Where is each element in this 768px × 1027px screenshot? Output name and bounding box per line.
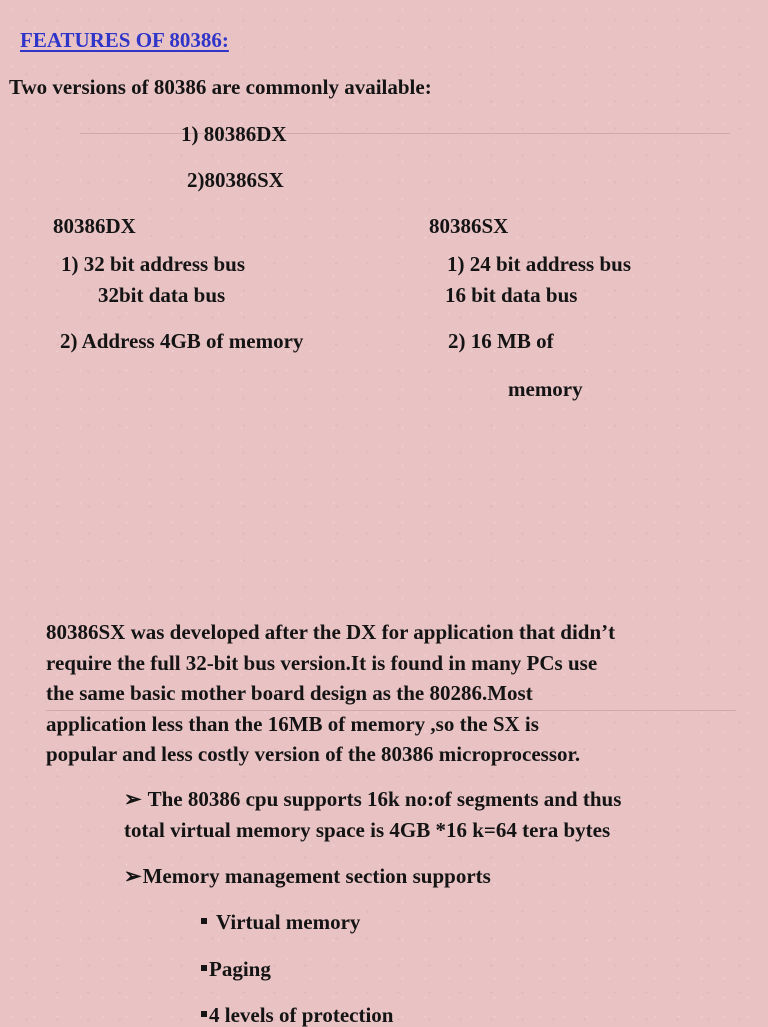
dx-item2: 2) Address 4GB of memory — [60, 329, 304, 353]
intro-text: Two versions of 80386 are commonly available: — [9, 75, 432, 99]
page-title: FEATURES OF 80386: — [20, 28, 229, 52]
sub-bullet-text: Virtual memory — [216, 910, 361, 934]
description-paragraph — [46, 617, 756, 770]
paragraph-line: popular and less costly version of the 80386 microprocessor. — [46, 742, 581, 766]
dx-heading: 80386DX — [53, 214, 136, 238]
square-bullet-icon — [201, 918, 207, 924]
sub-bullet-paging — [201, 959, 271, 980]
bullet-segments-line2: total virtual memory space is 4GB *16 k=64 tera bytes — [124, 818, 611, 842]
arrow-bullet-icon: ➢ — [124, 864, 142, 888]
sub-bullet-text: Paging — [209, 957, 271, 981]
sx-item1-line1: 1) 24 bit address bus — [447, 252, 631, 276]
paragraph-line: the same basic mother board design as the 80286.Most — [46, 681, 533, 705]
divider-line — [80, 133, 730, 134]
paragraph-line: require the full 32-bit bus version.It is found in many PCs use — [46, 650, 598, 675]
sx-item2-line2: memory — [508, 377, 583, 401]
sub-bullet-protection — [201, 1005, 394, 1026]
square-bullet-icon — [201, 965, 207, 971]
bullet-segments-line1: The 80386 cpu supports 16k no:of segments and thus — [147, 787, 622, 811]
version-item-sx: 2)80386SX — [187, 168, 284, 192]
version-item-dx: 1) 80386DX — [181, 122, 287, 146]
dx-item1-line1: 1) 32 bit address bus — [61, 252, 245, 276]
paragraph-line: application less than the 16MB of memory ,so the SX is — [46, 711, 539, 736]
arrow-bullet-icon: ➢ — [124, 787, 142, 811]
dx-item1-line2: 32bit data bus — [98, 283, 226, 307]
bullet-memory-management-text: Memory management section supports — [142, 864, 491, 888]
sub-bullet-virtual-memory — [201, 912, 360, 933]
sx-item2-line1: 2) 16 MB of — [448, 329, 554, 353]
sx-heading: 80386SX — [429, 214, 509, 238]
paragraph-line: 80386SX was developed after the DX for application that didn’t — [46, 620, 616, 644]
square-bullet-icon — [201, 1011, 207, 1017]
sx-item1-line2: 16 bit data bus — [445, 283, 578, 307]
bullet-segments — [124, 784, 621, 846]
bullet-memory-management — [124, 861, 491, 892]
divider-line — [46, 710, 736, 711]
sub-bullet-text: 4 levels of protection — [209, 1003, 394, 1027]
